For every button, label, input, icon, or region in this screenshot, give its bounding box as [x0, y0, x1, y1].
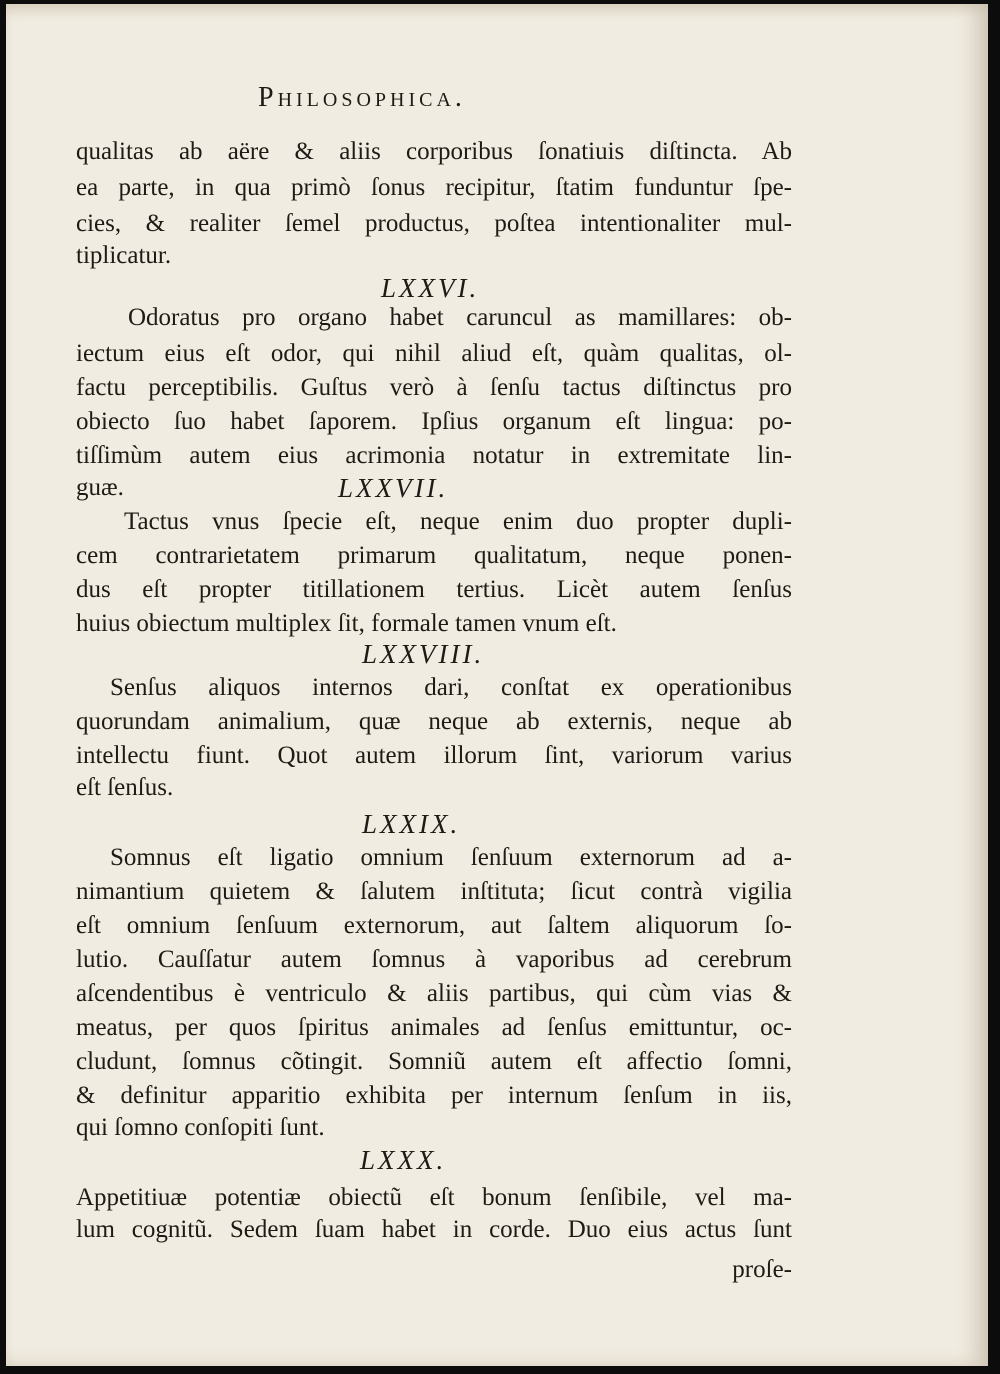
text-line: huius obiectum multiplex ſit, formale tamen vnum eſt. — [76, 610, 617, 637]
text-line: eſt omnium ſenſuum externorum, aut ſaltem aliquorum ſo- — [76, 912, 792, 939]
text-line: qui ſomno conſopiti ſunt. — [76, 1114, 325, 1141]
text-line: lum cognitũ. Sedem ſuam habet in corde. Duo eius actus ſunt — [76, 1216, 792, 1243]
text-line: Tactus vnus ſpecie eſt, neque enim duo propter dupli- — [124, 508, 792, 535]
book-page — [6, 4, 988, 1366]
text-line: qualitas ab aëre & aliis corporibus ſonatiuis diſtincta. Ab — [76, 138, 792, 165]
text-line: ea parte, in qua primò ſonus recipitur, ſtatim funduntur ſpe- — [76, 174, 792, 201]
text-line: guæ. — [76, 474, 124, 501]
text-line: cies, & realiter ſemel productus, poſtea intentionaliter mul- — [76, 210, 792, 237]
text-line: eſt ſenſus. — [76, 774, 174, 801]
text-line: dus eſt propter titillationem tertius. Licèt autem ſenſus — [76, 576, 792, 603]
section-numeral: LXXVIII. — [362, 639, 485, 669]
section-numeral: LXXVII. — [338, 473, 449, 503]
text-line: Appetitiuæ potentiæ obiectũ eſt bonum ſenſibile, vel ma- — [76, 1184, 792, 1211]
text-line: meatus, per quos ſpiritus animales ad ſenſus emittuntur, oc- — [76, 1014, 792, 1041]
text-line: cem contrarietatem primarum qualitatum, neque ponen- — [76, 542, 792, 569]
text-line: Senſus aliquos internos dari, conſtat ex operationibus — [110, 674, 792, 701]
text-line: quorundam animalium, quæ neque ab externis, neque ab — [76, 708, 792, 735]
text-line: tiſſimùm autem eius acrimonia notatur in extremitate lin- — [76, 442, 792, 469]
text-line: Odoratus pro organo habet caruncul as mamillares: ob- — [128, 304, 792, 331]
text-line: obiecto ſuo habet ſaporem. Ipſius organum eſt lingua: po- — [76, 408, 792, 435]
text-line: Somnus eſt ligatio omnium ſenſuum externorum ad a- — [110, 844, 792, 871]
text-line: cludunt, ſomnus cõtingit. Somniũ autem eſt affectio ſomni, — [76, 1048, 792, 1075]
text-line: iectum eius eſt odor, qui nihil aliud eſt, quàm qualitas, ol- — [76, 340, 792, 367]
text-line: intellectu fiunt. Quot autem illorum ſint, variorum varius — [76, 742, 792, 769]
text-line: factu perceptibilis. Guſtus verò à ſenſu tactus diſtinctus pro — [76, 374, 792, 401]
text-line: lutio. Cauſſatur autem ſomnus à vaporibus ad cerebrum — [76, 946, 792, 973]
text-line: aſcendentibus è ventriculo & aliis partibus, qui cùm vias & — [76, 980, 792, 1007]
text-line: & definitur apparitio exhibita per internum ſenſum in iis, — [76, 1082, 792, 1109]
catchword: proſe- — [732, 1256, 792, 1283]
section-numeral: LXXIX. — [362, 809, 461, 839]
section-numeral: LXXVI. — [381, 273, 480, 303]
text-line: tiplicatur. — [76, 242, 172, 269]
running-head: Philosophica. — [258, 82, 466, 113]
text-line: nimantium quietem & ſalutem inſtituta; ſicut contrà vigilia — [76, 878, 792, 905]
section-numeral: LXXX. — [360, 1145, 447, 1175]
